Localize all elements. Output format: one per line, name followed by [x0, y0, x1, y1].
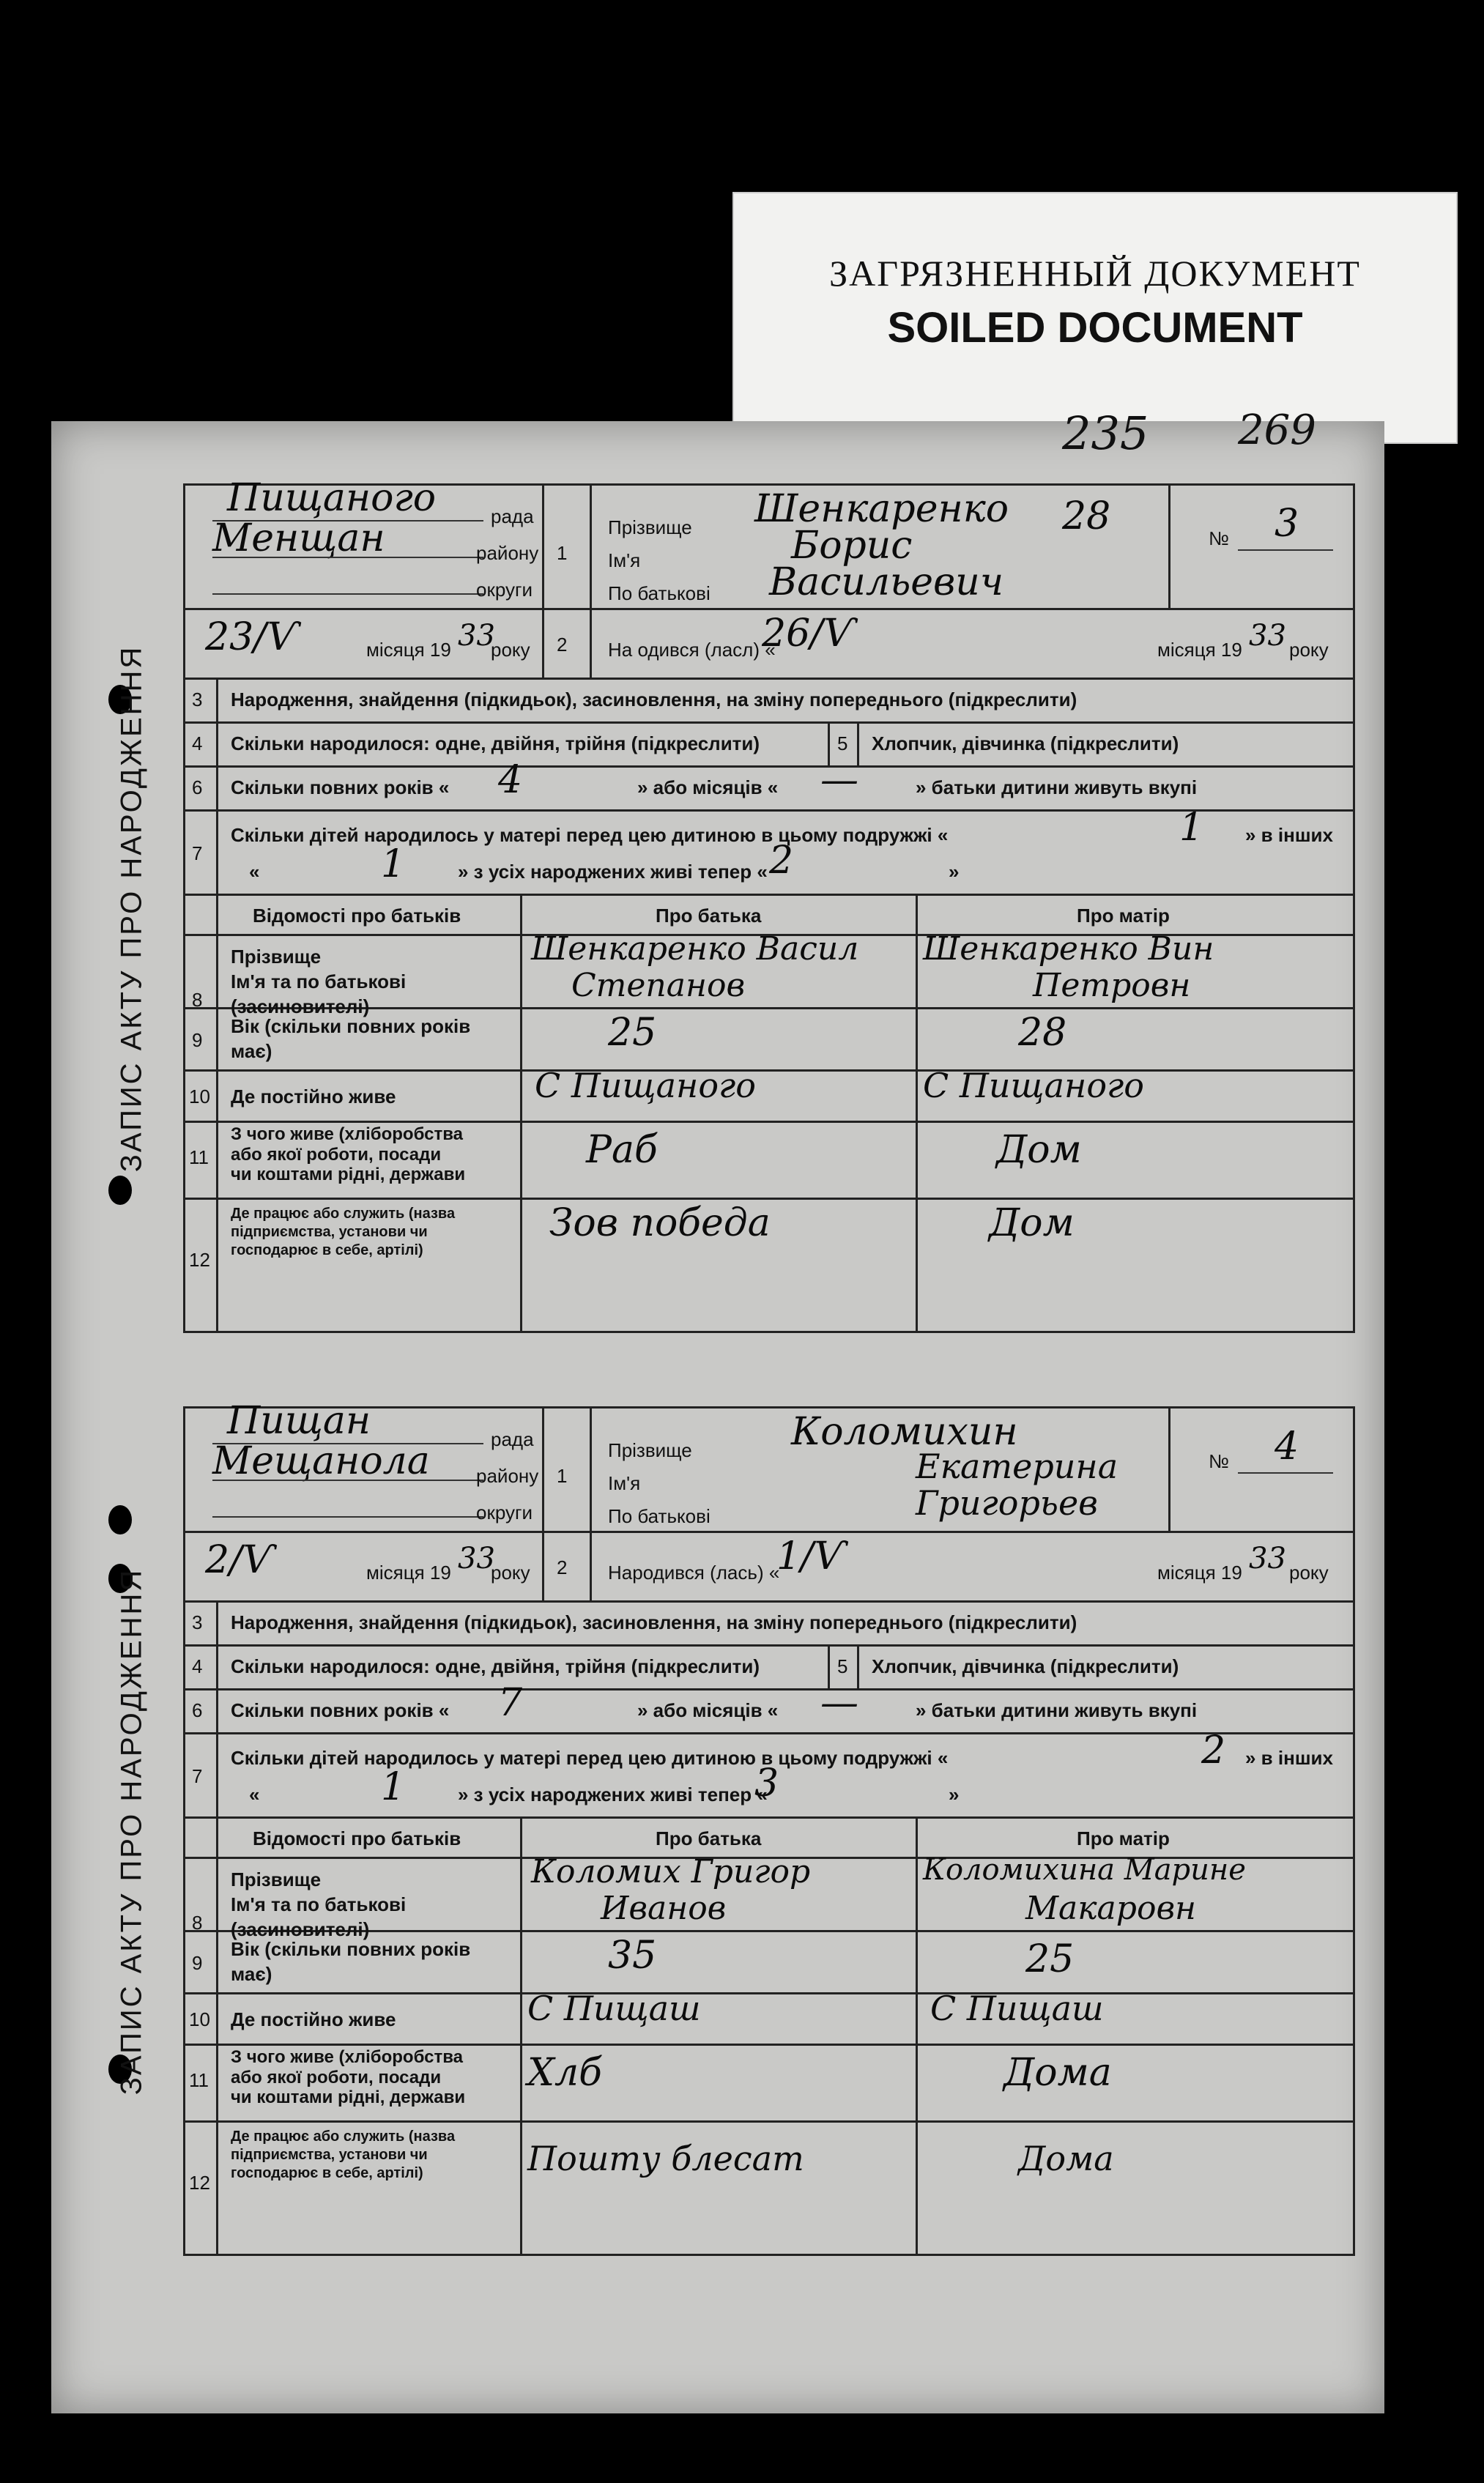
row-3: Народження, знайдення (підкидьок), засиновлення, на зміну попереднього (підкреслити): [231, 689, 1077, 710]
rada-value: Пищаного: [227, 476, 437, 520]
month-label: місяця 19: [366, 639, 451, 661]
record-number: 4: [1275, 1425, 1299, 1469]
reg-date-value: 23/Ѵ: [205, 615, 300, 659]
row-7-label-e: »: [949, 861, 960, 883]
mother-patronymic: Макаровн: [1025, 1890, 1197, 1927]
rada-value: Пищан: [227, 1399, 371, 1443]
mother-surname-name: Шенкаренко Вин: [923, 930, 1214, 968]
sheet-number: 235: [1062, 407, 1149, 460]
record-side-title: ЗАПИС АКТУ ПРО НАРОДЖЕННЯ: [115, 1567, 148, 2095]
row-6-label-a: Скільки повних років «: [231, 776, 450, 798]
record-1: ЗАПИС АКТУ ПРО НАРОДЖЕННЯ 1 2 Пищаного рада Менщан району округи 23/Ѵ місяця 19 33 року Прізвище Шенкаренко 28 Ім'я Борис По батькові Васильевич № 3 На одився (ласл) « 26/Ѵ місяця 19 33 року 3 Народження, знайдення (підкидьок), засиновлення, на зміну попереднього (підкреслити) 4 Скільки народилося: одне, двійня, трійня (підкреслити) 5 Хлопчик, дівчинка (підкреслити) 6 Скільки повних років « 4 » або місяців « — » батьки дитини живуть вкупі 7 Скільки дітей народилось у матері перед цею дитиною в цьому подружжі « 1 » в інших « 1 » з усіх народжених живі тепер « 2 » Відомості про батьків Про батька Про матір 8 Прізвище Ім'я та по батькові (засиновителі) Шенкаренко Васил Степанов Шенкаренко Вин Петровн 9 Вік (скільки повних років має) 25 28 10 Де постійно живе С Пищаного С Пищаного 11 З чого живе (хліборобства або якої роботи, посади чи коштами рідні, держави Раб Дом 12 Де працює або служить (назва підприємства, установи чи господарює в себе, артілі) Зов победа Дом: [183, 483, 1428, 1392]
patronymic-label: По батькові: [608, 582, 711, 604]
father-patronymic: Степанов: [571, 967, 746, 1004]
months-together: —: [820, 1681, 858, 1725]
row-7-label-d: » з усіх народжених живі тепер «: [458, 1784, 768, 1805]
months-together: —: [820, 758, 858, 802]
father-age: 35: [608, 1934, 657, 1978]
row-10: Де постійно живе: [231, 1085, 396, 1107]
children-before: 1: [1179, 806, 1204, 850]
number-label: №: [1209, 1450, 1229, 1472]
header-mother: Про матір: [1077, 1827, 1170, 1849]
years-together: 7: [498, 1681, 523, 1725]
children-other: 1: [381, 1765, 406, 1809]
mother-workplace: Дома: [1018, 2139, 1114, 2178]
birth-date-value: 1/Ѵ: [776, 1534, 847, 1578]
rayonu-label: району: [476, 1465, 539, 1487]
row-10: Де постійно живе: [231, 2008, 396, 2030]
row-8: Прізвище Ім'я та по батькові (засиновителі): [231, 1868, 407, 1940]
surname-value: Коломихин: [791, 1410, 1018, 1454]
row-7-label-c: «: [249, 1784, 260, 1805]
month-label: місяця 19: [366, 1562, 451, 1584]
rayon-value: Мещанола: [212, 1439, 430, 1483]
reg-year-value: 33: [458, 619, 495, 653]
number-label: №: [1209, 527, 1229, 549]
row-7-label-e: »: [949, 1784, 960, 1805]
year-label: року: [1289, 1562, 1329, 1584]
row-6-label-c: » батьки дитини живуть вкупі: [916, 1699, 1198, 1721]
sheet-number-alt: 269: [1238, 407, 1316, 454]
father-occupation: Хлб: [527, 2051, 602, 2095]
row-12: Де працює або служить (назва підприємства, установи чи господарює в себе, артілі): [231, 2128, 456, 2181]
header-parents-info: Відомості про батьків: [253, 1827, 461, 1849]
rada-label: рада: [491, 1428, 534, 1450]
mother-surname-name: Коломихина Марине: [923, 1853, 1246, 1887]
year-label: року: [1289, 639, 1329, 661]
patronymic-label: По батькові: [608, 1505, 711, 1527]
year-label: року: [491, 639, 530, 661]
born-label: На одився (ласл) «: [608, 639, 776, 661]
mother-age: 25: [1025, 1937, 1075, 1981]
row-3: Народження, знайдення (підкидьок), засиновлення, на зміну попереднього (підкреслити): [231, 1611, 1077, 1633]
okrugy-label: округи: [476, 1502, 533, 1523]
row-4: Скільки народилося: одне, двійня, трійня (підкреслити): [231, 1655, 760, 1677]
surname-extra-value: 28: [1062, 494, 1111, 538]
header-father: Про батька: [656, 905, 762, 927]
patronymic-value: Григорьев: [916, 1483, 1098, 1523]
row-12: Де працює або служить (назва підприємства, установи чи господарює в себе, артілі): [231, 1206, 456, 1258]
alive-now: 2: [769, 839, 794, 883]
record-number: 3: [1275, 502, 1299, 546]
father-occupation: Раб: [586, 1128, 658, 1172]
reg-date-value: 2/Ѵ: [205, 1538, 275, 1582]
row-9: Вік (скільки повних років має): [231, 1015, 471, 1062]
name-label: Ім'я: [608, 549, 641, 571]
row-6-label-b: » або місяців «: [637, 1699, 779, 1721]
header-parents-info: Відомості про батьків: [253, 905, 461, 927]
row-7-label-a: Скільки дітей народилось у матері перед цею дитиною в цьому подружжі «: [231, 1747, 949, 1769]
row-7-label-b: » в інших: [1245, 824, 1333, 846]
father-surname-name: Коломих Григор: [531, 1853, 811, 1890]
row-7-label-c: «: [249, 861, 260, 883]
mother-age: 28: [1018, 1011, 1067, 1055]
reg-year-value: 33: [458, 1542, 495, 1575]
alive-now: 3: [754, 1762, 779, 1805]
row-9: Вік (скільки повних років має): [231, 1938, 471, 1985]
mother-residence: С Пищаш: [930, 1989, 1104, 2028]
mother-residence: С Пищаного: [923, 1066, 1144, 1105]
label-en: SOILED DOCUMENT: [887, 304, 1303, 352]
surname-label: Прізвище: [608, 516, 692, 538]
father-residence: С Пищаш: [527, 1989, 701, 2028]
birth-year-value: 33: [1249, 619, 1286, 653]
father-workplace: Пошту блесат: [527, 2139, 804, 2178]
father-patronymic: Иванов: [601, 1890, 727, 1927]
row-7-label-a: Скільки дітей народилось у матері перед цею дитиною в цьому подружжі «: [231, 824, 949, 846]
month-label: місяця 19: [1157, 639, 1242, 661]
row-6-label-a: Скільки повних років «: [231, 1699, 450, 1721]
patronymic-value: Васильевич: [769, 560, 1004, 604]
header-father: Про батька: [656, 1827, 762, 1849]
name-value: Борис: [791, 524, 913, 568]
father-residence: С Пищаного: [535, 1066, 756, 1105]
mother-occupation: Дом: [996, 1128, 1082, 1172]
rayon-value: Менщан: [212, 516, 385, 560]
row-6-label-c: » батьки дитини живуть вкупі: [916, 776, 1198, 798]
surname-label: Прізвище: [608, 1439, 692, 1461]
row-7-label-b: » в інших: [1245, 1747, 1333, 1769]
row-6-label-b: » або місяців «: [637, 776, 779, 798]
father-surname-name: Шенкаренко Васил: [531, 930, 859, 968]
birth-year-value: 33: [1249, 1542, 1286, 1575]
row-11: З чого живе (хліборобства або якої роботи, посади чи коштами рідні, держави: [231, 2047, 466, 2108]
record-2: ЗАПИС АКТУ ПРО НАРОДЖЕННЯ 1 2 Пищан рада Мещанола району округи 2/Ѵ місяця 19 33 року Прізвище Коломихин Ім'я Екатерина По батькові Григорьев № 4 Народився (лась) « 1/Ѵ місяця 19 33 року 3 Народження, знайдення (підкидьок), засиновлення, на зміну попереднього (підкреслити) 4 Скільки народилося: одне, двійня, трійня (підкреслити) 5 Хлопчик, дівчинка (підкреслити) 6 Скільки повних років « 7 » або місяців « — » батьки дитини живуть вкупі 7 Скільки дітей народилось у матері перед цею дитиною в цьому подружжі « 2 » в інших « 1 » з усіх народжених живі тепер « 3 » Відомості про батьків Про батька Про матір 8 Прізвище Ім'я та по батькові (засиновителі) Коломих Григор Иванов Коломихина Марине Макаровн 9 Вік (скільки повних років має) 35 25 10 Де постійно живе С Пищаш С Пищаш 11 З чого живе (хліборобства або якої роботи, посади чи коштами рідні, держави Хлб Дома 12 Де працює або служить (назва підприємства, установи чи господарює в себе, артілі) Пошту блесат Дома: [183, 1406, 1428, 2315]
row-5: Хлопчик, дівчинка (підкреслити): [872, 732, 1179, 754]
father-age: 25: [608, 1011, 657, 1055]
month-label: місяця 19: [1157, 1562, 1242, 1584]
record-side-title: ЗАПИС АКТУ ПРО НАРОДЖЕННЯ: [115, 645, 148, 1172]
mother-patronymic: Петровн: [1033, 967, 1191, 1004]
header-mother: Про матір: [1077, 905, 1170, 927]
row-4: Скільки народилося: одне, двійня, трійня (підкреслити): [231, 732, 760, 754]
children-other: 1: [381, 842, 406, 886]
father-workplace: Зов победа: [549, 1201, 771, 1245]
mother-occupation: Дома: [1003, 2051, 1112, 2095]
children-before: 2: [1201, 1729, 1226, 1773]
birth-date-value: 26/Ѵ: [762, 612, 856, 656]
rada-label: рада: [491, 505, 534, 527]
okrugy-label: округи: [476, 579, 533, 601]
year-label: року: [491, 1562, 530, 1584]
surname-value: Шенкаренко: [754, 487, 1009, 531]
mother-workplace: Дом: [989, 1201, 1075, 1245]
row-7-label-d: » з усіх народжених живі тепер «: [458, 861, 768, 883]
born-label: Народився (лась) «: [608, 1562, 780, 1584]
row-5: Хлопчик, дівчинка (підкреслити): [872, 1655, 1179, 1677]
years-together: 4: [498, 758, 523, 802]
label-ru: ЗАГРЯЗНЕННЫЙ ДОКУМЕНТ: [829, 253, 1361, 294]
birth-record-sheet: [51, 407, 1384, 2413]
name-value: Екатерина: [916, 1447, 1118, 1486]
name-label: Ім'я: [608, 1472, 641, 1494]
rayonu-label: району: [476, 542, 539, 564]
row-11: З чого живе (хліборобства або якої роботи, посади чи коштами рідні, держави: [231, 1124, 466, 1185]
row-8: Прізвище Ім'я та по батькові (засиновителі): [231, 946, 407, 1017]
